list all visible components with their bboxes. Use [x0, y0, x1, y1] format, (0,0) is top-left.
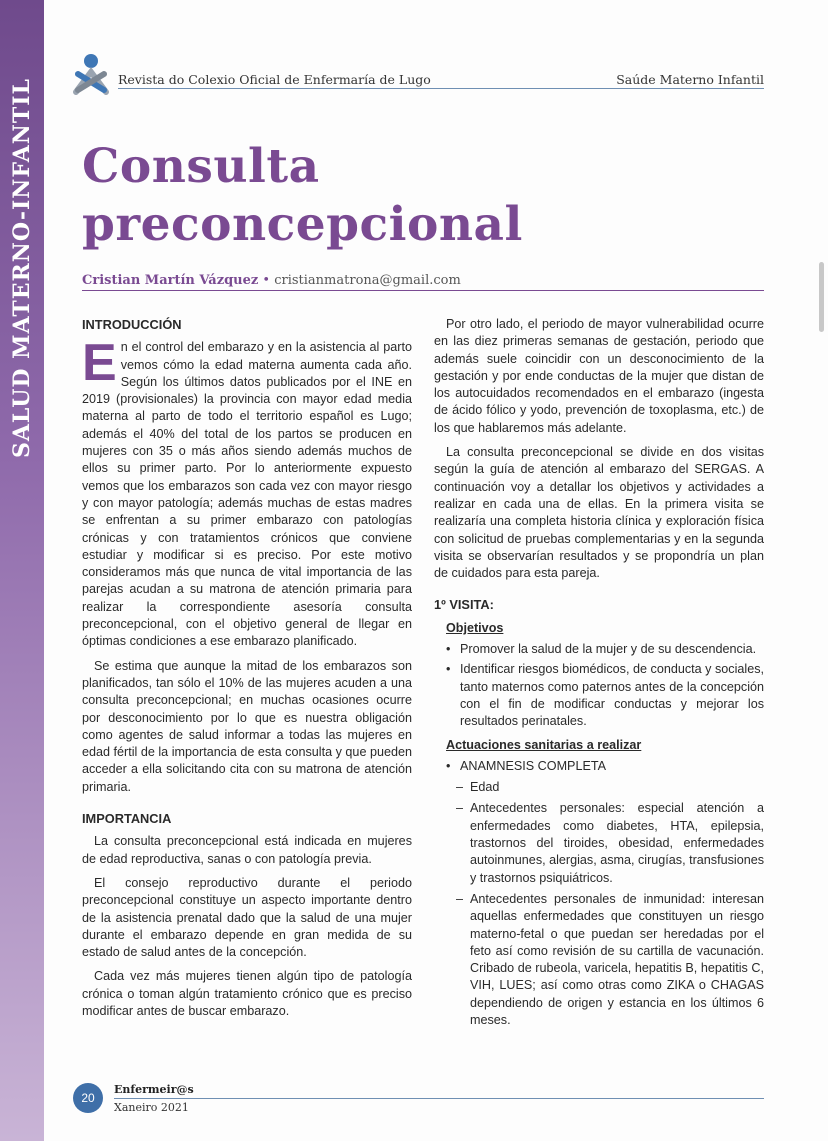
intro-paragraph-1	[82, 334, 412, 650]
intro-heading: INTRODUCCIÓN	[82, 317, 182, 332]
importance-paragraph-1: La consulta preconcepcional está indicada en mujeres de edad reproductiva, sanas o con patología previa.	[82, 834, 412, 866]
anamnesis-list	[434, 779, 764, 1029]
section-name: Saúde Materno Infantil	[616, 72, 764, 87]
importance-paragraph-2: El consejo reproductivo durante el periodo preconcepcional constituye un aspecto importante dentro de la asistencia prenatal dado que la salud de una mujer durante el embarazo depende en gran medida de su estado de salud antes de la concepción.	[82, 875, 412, 960]
page-number-badge: 20	[73, 1083, 103, 1113]
article-title	[82, 138, 523, 254]
byline	[82, 273, 461, 288]
right-paragraph-2: La consulta preconcepcional se divide en dos visitas según la guía de atención al embarazo del SERGAS. A continuación voy a detallar los objetivos y actividades a realizar en cada una de ellas. En la primera visita se realizaría una completa historia clínica y exploración física con solicitud de pruebas complementarias y en la segunda visita se observarían resultados y se propondría un plan de cuidados para esta pareja.	[434, 445, 764, 581]
right-paragraph-1: Por otro lado, el periodo de mayor vulnerabilidad ocurre en las diez primeras semanas de gestación, periodo que además suele coincidir con un desconocimiento de la gestación y por ende conductas de la mujer que distan de los autocuidados recomendados en el embarazo (ingesta de ácido fólico y yodo, prevención de toxoplasma, etc.) de los que hablaremos más adelante.	[434, 317, 764, 435]
author-name: Cristian Martín Vázquez	[82, 273, 259, 288]
actions-heading: Actuaciones sanitarias a realizar	[446, 737, 642, 752]
list-item: • Identificar riesgos biomédicos, de conducta y sociales, tanto maternos como paternos antes de la concepción con el fin de modificar conductas y mejorar los resultados perinatales.	[434, 661, 764, 730]
list-item: – Edad	[434, 779, 764, 796]
intro-paragraph-2: Se estima que aunque la mitad de los embarazos son planificados, tan sólo el 10% de las mujeres acuden a una consulta preconcepcional; en muchas ocasiones ocurre por desconocimiento por lo que es nuestra obligación como agentes de salud informar a todas las mujeres en edad fértil de la importancia de esta consulta y que pueden acceder a ella solicitando cita con su matrona de atención primaria.	[82, 658, 412, 794]
author-email: cristianmatrona@gmail.com	[274, 273, 461, 288]
right-column	[434, 316, 764, 1033]
objectives-list	[434, 641, 764, 730]
footer-rule	[114, 1098, 764, 1099]
list-item: – Antecedentes personales: especial atención a enfermedades como diabetes, HTA, epilepsia, trastornos del tiroides, obesidad, enfermedades autoinmunes, alergias, asma, cirugías, transfusiones y trastornos psiquiátricos.	[434, 800, 764, 886]
title-line-1: Consulta	[82, 139, 320, 194]
journal-name: Revista do Colexio Oficial de Enfermaría de Lugo	[118, 72, 431, 87]
sidebar-label: SALUD MATERNO-INFANTIL	[9, 77, 35, 459]
importance-paragraph-3: Cada vez más mujeres tienen algún tipo de patología crónica o toman algún tratamiento crónico que es preciso modificar antes de buscar embarazo.	[82, 969, 412, 1018]
list-item: • Promover la salud de la mujer y de su descendencia.	[434, 641, 764, 658]
list-item: • ANAMNESIS COMPLETA	[434, 758, 764, 775]
first-visit-heading: 1º VISITA:	[434, 597, 494, 613]
section-sidebar	[0, 0, 44, 1141]
footer-brand: Enfermeir@s	[114, 1083, 194, 1096]
byline-separator: •	[258, 273, 275, 288]
actions-list	[434, 758, 764, 775]
byline-rule	[82, 290, 764, 291]
drop-cap: E	[82, 334, 117, 393]
objectives-heading: Objetivos	[446, 620, 504, 635]
header-rule	[118, 88, 764, 89]
scrollbar-thumb[interactable]	[819, 262, 824, 332]
college-logo-icon	[72, 52, 110, 100]
importance-heading: IMPORTANCIA	[82, 811, 172, 827]
intro-paragraph-1-text: n el control del embarazo y en la asistencia al parto vemos cómo la edad materna aumenta cada año. Según los últimos datos publicados por el INE en 2019 (provisionales) la provincia con mayor edad media materna al parto de todo el territorio español es Lugo; además el 40% del total de los partos se producen en mujeres con 35 o más años siendo además muchos de ellos su primer parto. Por lo anteriormente expuesto vemos que los embarazos son cada vez con mayor riesgo y con mayor patología; además muchas de estas madres se enfrentan a su primer embarazo con patologías crónicas y con tratamientos crónicos que conviene estudiar y modificar si es preciso. Por este motivo consideramos más que nunca de vital importancia de las parejas acudan a su matrona de atención primaria para realizar la correspondiente asesoría consulta preconcepcional, con el objetivo general de llegar en óptimas condiciones a ese embarazo planificado.	[82, 340, 412, 649]
left-column	[82, 316, 412, 1027]
footer-date: Xaneiro 2021	[114, 1101, 189, 1114]
list-item: – Antecedentes personales de inmunidad: interesan aquellas enfermedades que constituyen un riesgo materno-fetal o que puedan ser heredadas por el feto así como revisión de su cartilla de vacunación. Cribado de rubeola, varicela, hepatitis B, hepatitis C, VIH, LUES; así como otras como ZIKA o CHAGAS dependiendo de origen y estancia en los últimos 6 meses.	[434, 891, 764, 1029]
title-line-2: preconcepcional	[82, 197, 523, 252]
